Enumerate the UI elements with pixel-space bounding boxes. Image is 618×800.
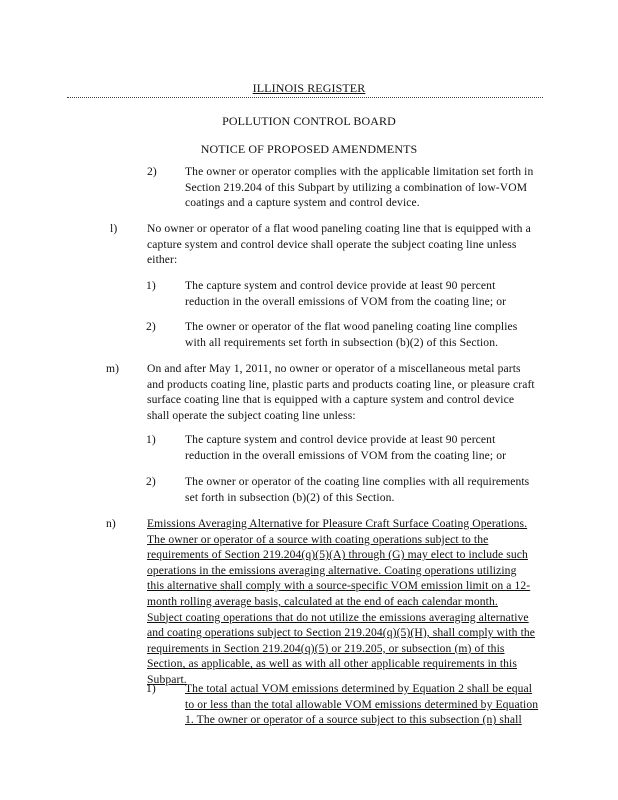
paragraph-l bbox=[110, 221, 567, 268]
paragraph-m-1 bbox=[146, 432, 565, 463]
paragraph-m-2 bbox=[146, 474, 565, 505]
board-name: POLLUTION CONTROL BOARD bbox=[222, 114, 396, 128]
paragraph-marker: n) bbox=[106, 517, 116, 530]
paragraph-marker: 1) bbox=[146, 433, 156, 446]
register-title: ILLINOIS REGISTER bbox=[252, 81, 366, 95]
paragraph-marker: l) bbox=[110, 222, 118, 235]
paragraph-marker: 2) bbox=[147, 165, 157, 178]
header-rule bbox=[67, 97, 543, 98]
paragraph-text: The capture system and control device provide at least 90 percent reduction in the overall emissions of VOM from the coating line; or bbox=[185, 279, 507, 308]
paragraph-text: The owner or operator complies with the applicable limitation set forth in Section 219.204 of this Subpart by utilizing a combination of low-VOM coatings and a capture system and control device. bbox=[185, 165, 534, 210]
paragraph-n-1 bbox=[146, 681, 565, 728]
paragraph-marker: 2) bbox=[146, 475, 156, 488]
paragraph-n bbox=[106, 516, 567, 688]
paragraph-m bbox=[106, 361, 567, 423]
paragraph-text-underlined: The total actual VOM emissions determined by Equation 2 shall be equal to or less than the total allowable VOM emissions determined by Equation 1. The owner or operator of a source subject to this subsection (n) shall bbox=[185, 682, 539, 727]
paragraph-marker: m) bbox=[106, 362, 120, 375]
paragraph-text: The owner or operator of the flat wood paneling coating line complies with all requirements set forth in subsection (b)(2) of this Section. bbox=[185, 320, 518, 349]
paragraph-2-top bbox=[147, 164, 565, 211]
paragraph-text-underlined: Emissions Averaging Alternative for Pleasure Craft Surface Coating Operations. The owner or operator of a source with coating operations subject to the requirements of Section 219.204(q)(5)(A) through (G) may elect to include such operations in the emissions averaging alternative. Coating operations utilizing this alternative shall comply with a source-specific VOM emission limit on a 12- month rolling average basis, calculated at the end of each calendar month. Subject coating operations that do not utilize the emissions averaging alternative and coating operations subject to Section 219.204(q)(5)(H), shall comply with the requirements in Section 219.204(q)(5) or 219.205, or subsection (m) of this Section, as applicable, as well as with all other applicable requirements in this Subpart. bbox=[147, 517, 536, 686]
notice-title: NOTICE OF PROPOSED AMENDMENTS bbox=[200, 142, 418, 156]
paragraph-marker: 1) bbox=[146, 682, 156, 695]
paragraph-text: The owner or operator of the coating line complies with all requirements set forth in subsection (b)(2) of this Section. bbox=[185, 475, 530, 504]
paragraph-l-1 bbox=[146, 278, 565, 309]
paragraph-text: On and after May 1, 2011, no owner or operator of a miscellaneous metal parts and products coating line, plastic parts and products coating line, or pleasure craft surface coating line that is equipped with a capture system and control device shall operate the subject coating line unless: bbox=[147, 362, 535, 422]
paragraph-text: No owner or operator of a flat wood paneling coating line that is equipped with a capture system and control device shall operate the subject coating line unless either: bbox=[147, 222, 531, 267]
paragraph-text: The capture system and control device provide at least 90 percent reduction in the overall emissions of VOM from the coating line; or bbox=[185, 433, 507, 462]
paragraph-marker: 2) bbox=[146, 320, 156, 333]
paragraph-l-2 bbox=[146, 319, 565, 350]
paragraph-marker: 1) bbox=[146, 279, 156, 292]
